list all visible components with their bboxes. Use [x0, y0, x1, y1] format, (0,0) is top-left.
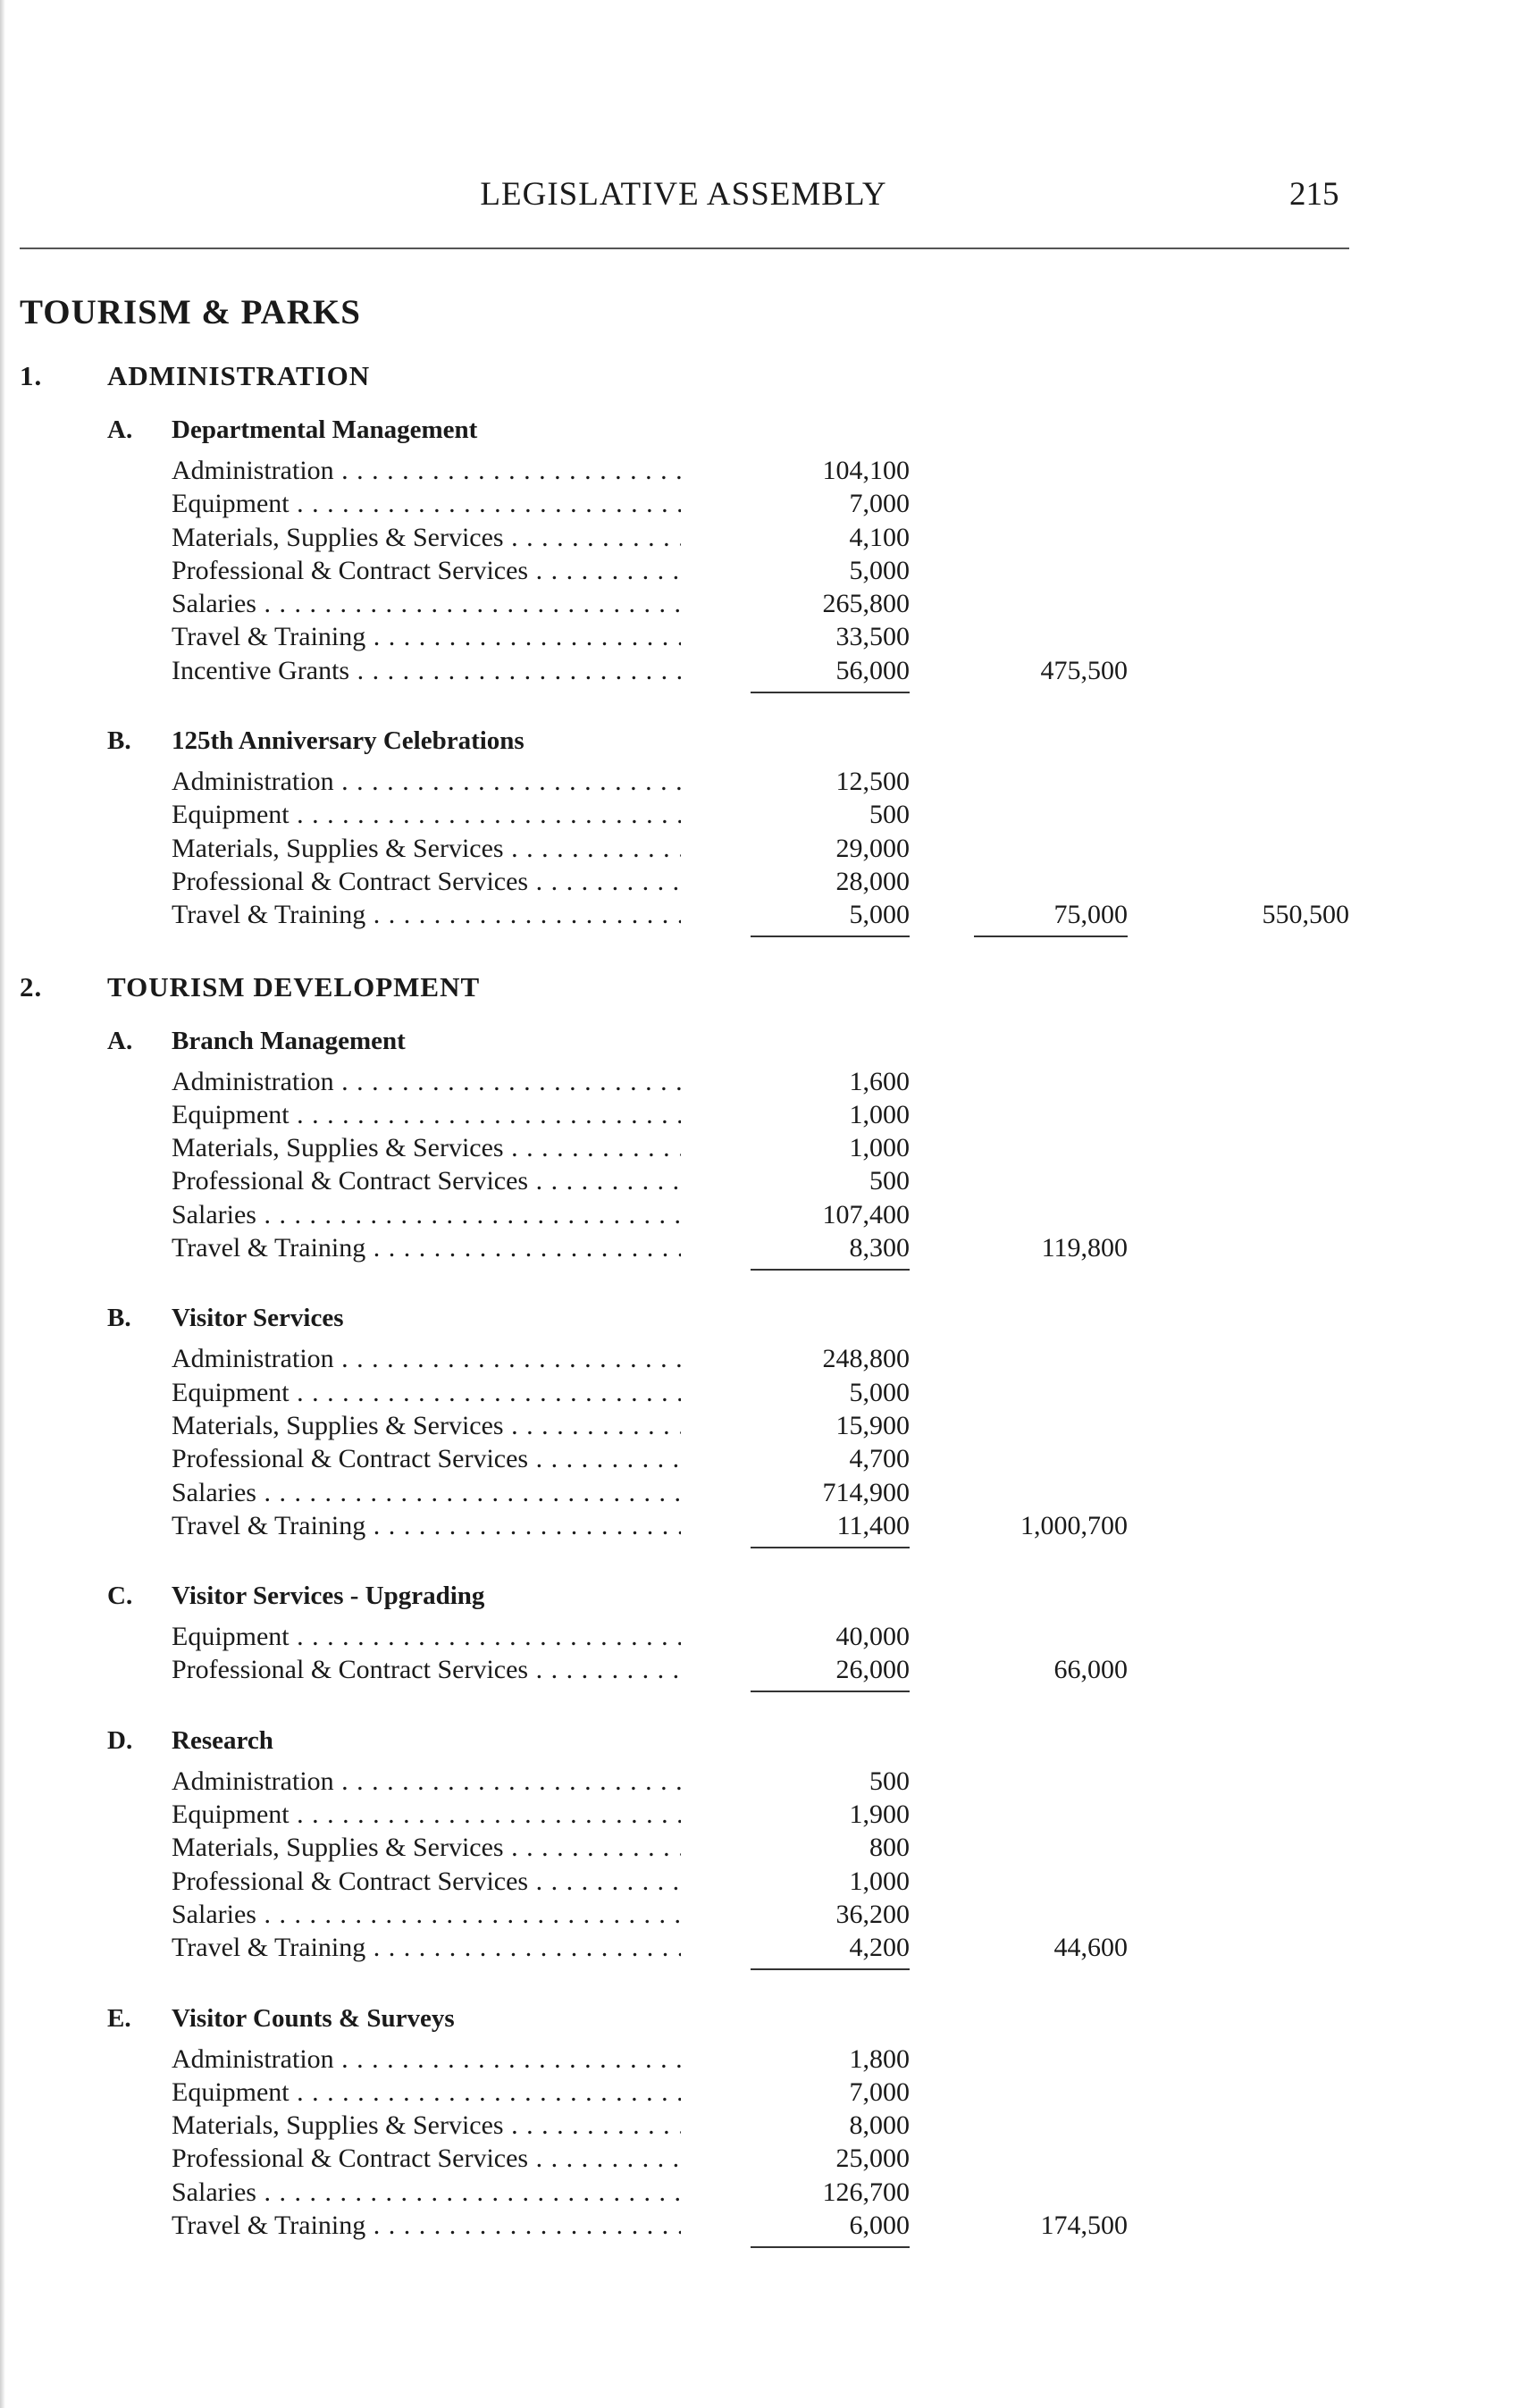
estimates-table [0, 360, 1519, 2265]
line-item-row [0, 834, 1519, 867]
subprogram-letter: B. [107, 1304, 131, 1333]
page-number: 215 [1289, 176, 1339, 213]
line-item-amount: 29,000 [835, 833, 910, 863]
line-item-amount: 4,700 [849, 1444, 910, 1474]
line-item-row [0, 1411, 1519, 1444]
line-item-label: Equipment . . . [172, 1800, 681, 1830]
line-item-label: Professional & Contract Services . . . [172, 867, 681, 897]
subprogram-letter: A. [107, 1026, 133, 1055]
line-item-row [0, 1622, 1519, 1655]
program-number: 2. [20, 970, 43, 1003]
line-item-label: Professional & Contract Services . . . [172, 2144, 681, 2174]
subprogram-title: Visitor Services - Upgrading [172, 1582, 485, 1611]
line-item-label: Salaries . . . [172, 1478, 681, 1508]
line-item-label: Materials, Supplies & Services . . . [172, 1833, 681, 1863]
line-item-amount: 500 [869, 1766, 910, 1796]
line-item-amount: 25,000 [835, 2144, 910, 2174]
line-item-label: Equipment . . . [172, 489, 681, 519]
subprogram-letter: B. [107, 726, 131, 756]
line-item-amount: 1,600 [849, 1066, 910, 1096]
line-item-label: Salaries . . . [172, 2177, 681, 2208]
line-item-row [0, 456, 1519, 489]
line-item-label: Travel & Training . . . [172, 900, 681, 930]
subprogram-heading [0, 1304, 1519, 1344]
subprogram-title: Departmental Management [172, 415, 478, 444]
line-item-amount: 714,900 [822, 1477, 910, 1507]
line-item-label: Professional & Contract Services . . . [172, 1655, 681, 1685]
program-title: TOURISM DEVELOPMENT [107, 970, 481, 1003]
line-item-label: Salaries . . . [172, 1900, 681, 1930]
line-item-row [0, 622, 1519, 655]
line-item-label: Materials, Supplies & Services . . . [172, 834, 681, 864]
line-item-amount: 1,000 [849, 1133, 910, 1163]
line-item-amount: 5,000 [849, 555, 910, 585]
line-item-row [0, 2077, 1519, 2110]
line-item-amount: 12,500 [835, 767, 910, 797]
line-item-amount: 4,100 [849, 522, 910, 552]
subprogram-section [0, 1304, 1519, 1565]
section-title: TOURISM & PARKS [20, 293, 361, 331]
subprogram-letter: A. [107, 415, 133, 444]
line-item-row [0, 656, 1519, 689]
subprogram-section [0, 1726, 1519, 1988]
line-item-row [0, 556, 1519, 589]
subprogram-heading [0, 726, 1519, 767]
subprogram-section [0, 726, 1519, 954]
line-item-amount: 500 [869, 800, 910, 830]
line-item-row [0, 1766, 1519, 1800]
line-item-row [0, 1511, 1519, 1544]
program-heading [0, 971, 1519, 1011]
subprogram-subtotal: 66,000 [1053, 1655, 1128, 1685]
line-item-row [0, 523, 1519, 556]
line-item-row [0, 2110, 1519, 2144]
line-item-row [0, 900, 1519, 933]
subprogram-subtotal: 475,500 [1040, 655, 1128, 685]
program-title: ADMINISTRATION [107, 360, 371, 391]
line-item-row [0, 2044, 1519, 2077]
line-item-amount: 126,700 [822, 2177, 910, 2207]
line-item-amount: 8,300 [751, 1233, 910, 1271]
line-item-row [0, 1200, 1519, 1233]
program-section [0, 360, 1519, 955]
line-item-amount: 6,000 [751, 2211, 910, 2248]
line-item-row [0, 1233, 1519, 1266]
line-item-amount: 5,000 [751, 900, 910, 937]
line-item-label: Materials, Supplies & Services . . . [172, 1133, 681, 1163]
subprogram-title: Visitor Services [172, 1304, 344, 1333]
line-item-row [0, 2144, 1519, 2177]
subprogram-title: 125th Anniversary Celebrations [172, 726, 525, 756]
subprogram-title: Research [172, 1725, 273, 1755]
line-item-label: Professional & Contract Services . . . [172, 1444, 681, 1474]
line-item-amount: 4,200 [751, 1933, 910, 1970]
line-item-amount: 7,000 [849, 2077, 910, 2107]
line-item-amount: 8,000 [849, 2110, 910, 2141]
line-item-amount: 1,000 [849, 1866, 910, 1896]
line-item-label: Administration . . . [172, 767, 681, 797]
program-section [0, 971, 1519, 2266]
line-item-amount: 1,000 [849, 1099, 910, 1129]
line-item-label: Professional & Contract Services . . . [172, 1867, 681, 1897]
subprogram-letter: C. [107, 1582, 133, 1611]
line-item-label: Incentive Grants . . . [172, 656, 681, 686]
subprogram-heading [0, 1027, 1519, 1067]
line-item-label: Equipment . . . [172, 800, 681, 830]
line-item-label: Administration . . . [172, 1766, 681, 1797]
subprogram-subtotal: 174,500 [1040, 2210, 1128, 2240]
line-item-amount: 107,400 [822, 1199, 910, 1229]
line-item-amount: 36,200 [835, 1899, 910, 1929]
subprogram-heading [0, 1726, 1519, 1766]
line-item-amount: 800 [869, 1833, 910, 1863]
line-item-row [0, 1067, 1519, 1100]
line-item-row [0, 1344, 1519, 1377]
line-item-amount: 248,800 [822, 1344, 910, 1374]
subprogram-title: Branch Management [172, 1026, 406, 1055]
line-item-row [0, 589, 1519, 622]
line-item-amount: 5,000 [849, 1377, 910, 1407]
line-item-amount: 33,500 [835, 622, 910, 652]
line-item-label: Salaries . . . [172, 1200, 681, 1230]
line-item-amount: 11,400 [751, 1511, 910, 1548]
line-item-row [0, 1166, 1519, 1199]
subprogram-section [0, 2004, 1519, 2266]
subprogram-subtotal: 1,000,700 [1020, 1510, 1128, 1540]
line-item-label: Travel & Training . . . [172, 2211, 681, 2241]
line-item-label: Materials, Supplies & Services . . . [172, 1411, 681, 1441]
line-item-row [0, 800, 1519, 833]
line-item-label: Equipment . . . [172, 1100, 681, 1130]
subprogram-letter: E. [107, 2003, 131, 2033]
header-rule [20, 248, 1349, 249]
subprogram-section [0, 1582, 1519, 1710]
line-item-label: Administration . . . [172, 1344, 681, 1374]
line-item-amount: 1,900 [849, 1800, 910, 1830]
line-item-amount: 26,000 [751, 1655, 910, 1692]
subprogram-subtotal: 119,800 [1041, 1233, 1128, 1263]
subprogram-section [0, 415, 1519, 710]
subprogram-heading [0, 415, 1519, 456]
line-item-label: Administration . . . [172, 456, 681, 486]
line-item-amount: 15,900 [835, 1410, 910, 1440]
line-item-label: Administration . . . [172, 2044, 681, 2075]
line-item-row [0, 1478, 1519, 1511]
line-item-row [0, 1133, 1519, 1166]
line-item-row [0, 867, 1519, 900]
line-item-label: Professional & Contract Services . . . [172, 1166, 681, 1196]
program-total: 550,500 [1262, 900, 1349, 930]
program-heading [0, 360, 1519, 399]
line-item-label: Administration . . . [172, 1067, 681, 1097]
line-item-row [0, 1900, 1519, 1933]
program-number: 1. [20, 360, 43, 391]
line-item-label: Travel & Training . . . [172, 1933, 681, 1963]
line-item-label: Professional & Contract Services . . . [172, 556, 681, 586]
line-item-amount: 104,100 [822, 456, 910, 485]
line-item-row [0, 1444, 1519, 1477]
subprogram-subtotal: 44,600 [1053, 1933, 1128, 1963]
line-item-label: Salaries . . . [172, 589, 681, 619]
line-item-row [0, 1933, 1519, 1966]
subprogram-section [0, 1027, 1519, 1288]
line-item-row [0, 2177, 1519, 2211]
line-item-label: Travel & Training . . . [172, 1511, 681, 1541]
line-item-label: Equipment . . . [172, 2077, 681, 2108]
line-item-row [0, 1378, 1519, 1411]
line-item-row [0, 1100, 1519, 1133]
line-item-amount: 500 [869, 1166, 910, 1196]
line-item-row [0, 1867, 1519, 1900]
line-item-amount: 265,800 [822, 589, 910, 619]
line-item-amount: 7,000 [849, 489, 910, 519]
subprogram-heading [0, 1582, 1519, 1622]
line-item-row [0, 1833, 1519, 1866]
line-item-label: Materials, Supplies & Services . . . [172, 523, 681, 553]
line-item-row [0, 1800, 1519, 1833]
line-item-amount: 28,000 [835, 866, 910, 896]
line-item-label: Materials, Supplies & Services . . . [172, 2110, 681, 2141]
line-item-label: Equipment . . . [172, 1378, 681, 1408]
line-item-row [0, 489, 1519, 522]
line-item-label: Travel & Training . . . [172, 1233, 681, 1263]
line-item-label: Travel & Training . . . [172, 622, 681, 652]
line-item-amount: 56,000 [751, 656, 910, 693]
line-item-amount: 1,800 [849, 2043, 910, 2074]
line-item-row [0, 767, 1519, 800]
subprogram-heading [0, 2004, 1519, 2044]
subprogram-subtotal: 75,000 [974, 900, 1128, 937]
subprogram-title: Visitor Counts & Surveys [172, 2003, 455, 2033]
page-header-title: LEGISLATIVE ASSEMBLY [480, 176, 887, 213]
subprogram-letter: D. [107, 1725, 133, 1755]
line-item-label: Equipment . . . [172, 1622, 681, 1652]
line-item-row [0, 1655, 1519, 1688]
line-item-row [0, 2211, 1519, 2244]
line-item-amount: 40,000 [835, 1622, 910, 1652]
